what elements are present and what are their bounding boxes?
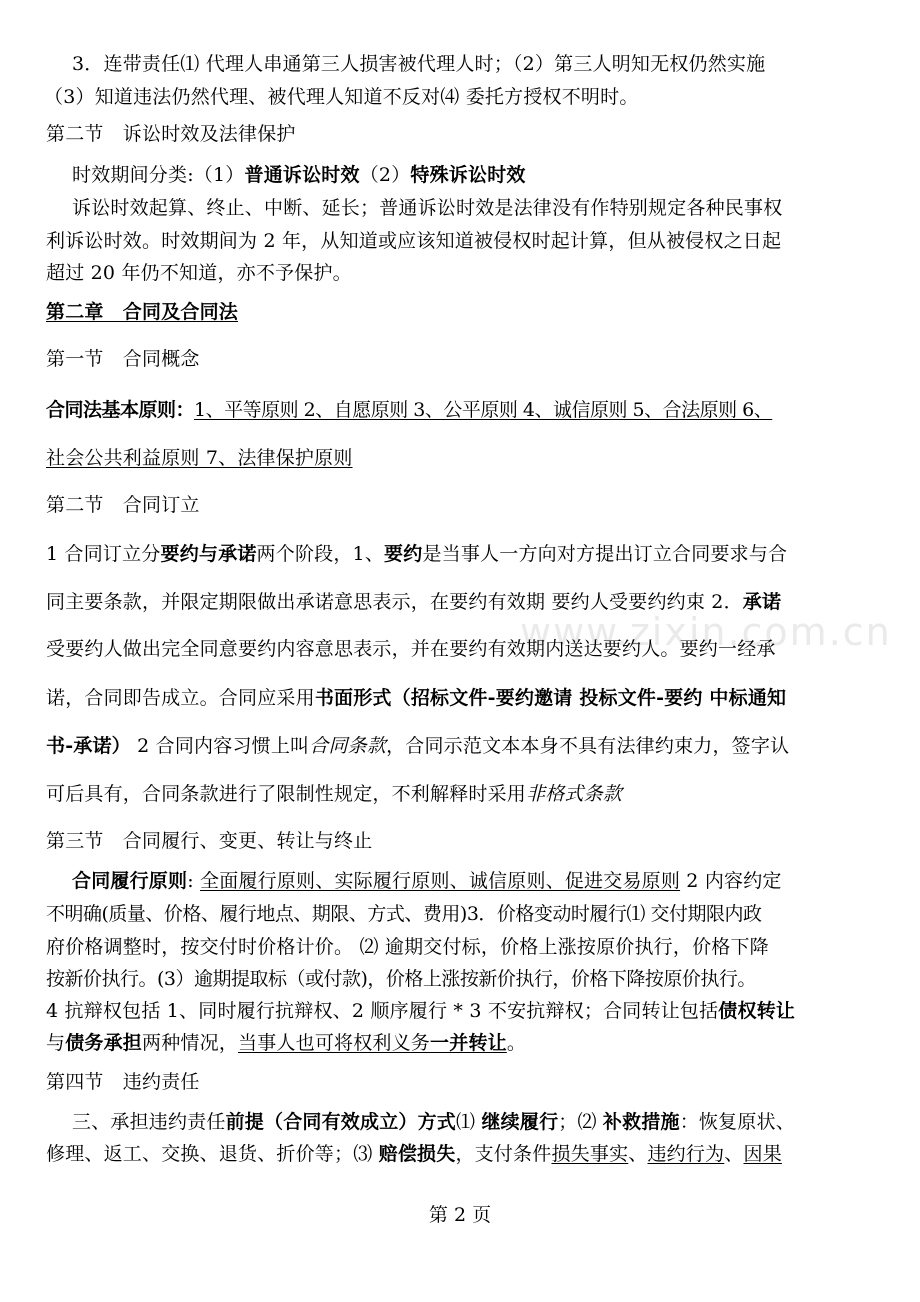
principles-line-2 [46,446,353,470]
principles-list: 1、平等原则 2、自愿原则 3、公平原则 4、诚信原则 5、合法原则 6、 [194,399,773,421]
text: ；⑵ [558,1111,603,1133]
text: 1 合同订立分 [46,543,161,565]
underlined-term: 一并转让 [430,1032,507,1054]
underlined-term: 违约行为 [647,1143,725,1165]
formation-line-6 [46,782,622,806]
text: 是当事人一方向对方提出订立合同要求与合 [422,543,788,565]
text: 三、承担违约责任 [72,1111,226,1133]
principles-label: 合同法基本原则 [46,399,176,421]
performance-line-1 [72,869,782,893]
text: （2） [359,164,411,186]
bold-term: 债务承担 [65,1032,143,1054]
text: 两种情况， [142,1032,239,1054]
section-title-performance: 第三节 合同履行、变更、转让与终止 [46,830,373,852]
chapter-title [46,300,238,324]
performance-line-5 [46,999,795,1023]
bold-term: 合同履行原则 [72,870,188,892]
bold-term: 前提（合同有效成立）方式 [225,1111,457,1133]
text: 修理、返工、交换、退货、折价等；⑶ [46,1143,379,1165]
bold-term: 书-承诺） [46,735,131,757]
principles-list-cont: 社会公共利益原则 7、法律保护原则 [46,447,353,469]
bold-term: 赔偿损失 [378,1143,456,1165]
section-title-breach: 第四节 违约责任 [46,1071,200,1093]
bold-term: 特殊诉讼时效 [410,164,526,186]
text: 2 内容约定 [680,870,782,892]
text: 。 [506,1032,527,1054]
text: 同主要条款，并限定期限做出承诺意思表示，在要约有效期 要约人受要约约束 2． [46,591,743,613]
formation-line-1 [46,542,787,566]
statute-line-1: 诉讼时效起算、终止、中断、延长；普通诉讼时效是法律没有作特别规定各种民事权 [72,197,783,219]
underlined-term: 损失事实 [551,1143,629,1165]
text: 4 抗辩权包括 1、同时履行抗辩权、2 顺序履行 * 3 不安抗辩权；合同转让包括 [46,1000,719,1022]
section-title-formation: 第二节 合同订立 [46,494,200,516]
section-title-statute: 第二节 诉讼时效及法律保护 [46,123,296,145]
text: : [187,870,201,892]
statute-line-3: 超过 20 年仍不知道，亦不予保护。 [46,262,352,284]
page-number: 第 2 页 [428,1204,492,1226]
italic-term: 非格式条款 [526,783,623,805]
text: 、 [724,1143,744,1165]
text: ： [175,399,195,421]
chapter-title-text: 第二章 合同及合同法 [46,301,239,323]
bold-term: 继续履行 [481,1111,559,1133]
text: ，支付条件 [455,1143,552,1165]
text: 、 [628,1143,648,1165]
bold-term: 债权转让 [718,1000,796,1022]
formation-line-3: 受要约人做出完全同意要约内容意思表示，并在要约有效期内送达要约人。要约一经承 [46,638,776,660]
statute-classification [72,163,526,187]
liability-line-1: 3．连带责任⑴ 代理人串通第三人损害被代理人时；（2）第三人明知无权仍然实施 [72,53,766,75]
text: ，合同示范文本本身不具有法律约束力，签字认 [386,735,790,757]
bold-term: 承诺 [742,591,782,613]
text: 时效期间分类:（1） [72,164,245,186]
statute-line-2: 利诉讼时效。时效期间为 2 年，从知道或应该知道被侵权时起计算，但从被侵权之日起 [46,230,782,252]
performance-line-4: 按新价执行。(3）逾期提取标（或付款)，价格上涨按新价执行，价格下降按原价执行。 [46,968,756,990]
section-title-concept: 第一节 合同概念 [46,348,200,370]
underlined-term: 当事人也可将权利义务 [238,1032,431,1054]
text: 诺，合同即告成立。合同应采用 [46,687,315,709]
text: 两个阶段，1、 [256,543,385,565]
underlined-term: 全面履行原则、实际履行原则、诚信原则、促进交易原则 [200,870,681,892]
bold-term: 补救措施 [602,1111,680,1133]
bold-term: 要约与承诺 [160,543,257,565]
formation-line-2 [46,590,781,614]
italic-term: 合同条款 [309,735,387,757]
breach-line-1 [72,1110,795,1134]
performance-line-3: 府价格调整时，按交付时价格计价。 ⑵ 逾期交付标，价格上涨按原价执行，价格下降 [46,936,769,958]
performance-line-2: 不明确(质量、价格、履行地点、期限、方式、费用)3．价格变动时履行⑴ 交付期限内政 [46,903,762,925]
text: 与 [46,1032,66,1054]
liability-line-2: （3）知道违法仍然代理、被代理人知道不反对⑷ 委托方授权不明时。 [44,86,639,108]
formation-line-4 [46,686,786,710]
text: 2 合同内容习惯上叫 [130,735,310,757]
underlined-term: 因果 [743,1143,782,1165]
bold-term: 普通诉讼时效 [244,164,360,186]
text: ：恢复原状、 [679,1111,795,1133]
principles-line-1 [46,398,772,422]
watermark: www.zixin.com.cn [520,610,892,654]
bold-term: 书面形式（招标文件-要约邀请 投标文件-要约 中标通知 [314,687,787,709]
text: 可后具有，合同条款进行了限制性规定，不利解释时采用 [46,783,527,805]
text: ⑴ [456,1111,482,1133]
bold-term: 要约 [384,543,423,565]
formation-line-5 [46,734,789,758]
breach-line-2 [46,1142,782,1166]
performance-line-6 [46,1031,526,1055]
